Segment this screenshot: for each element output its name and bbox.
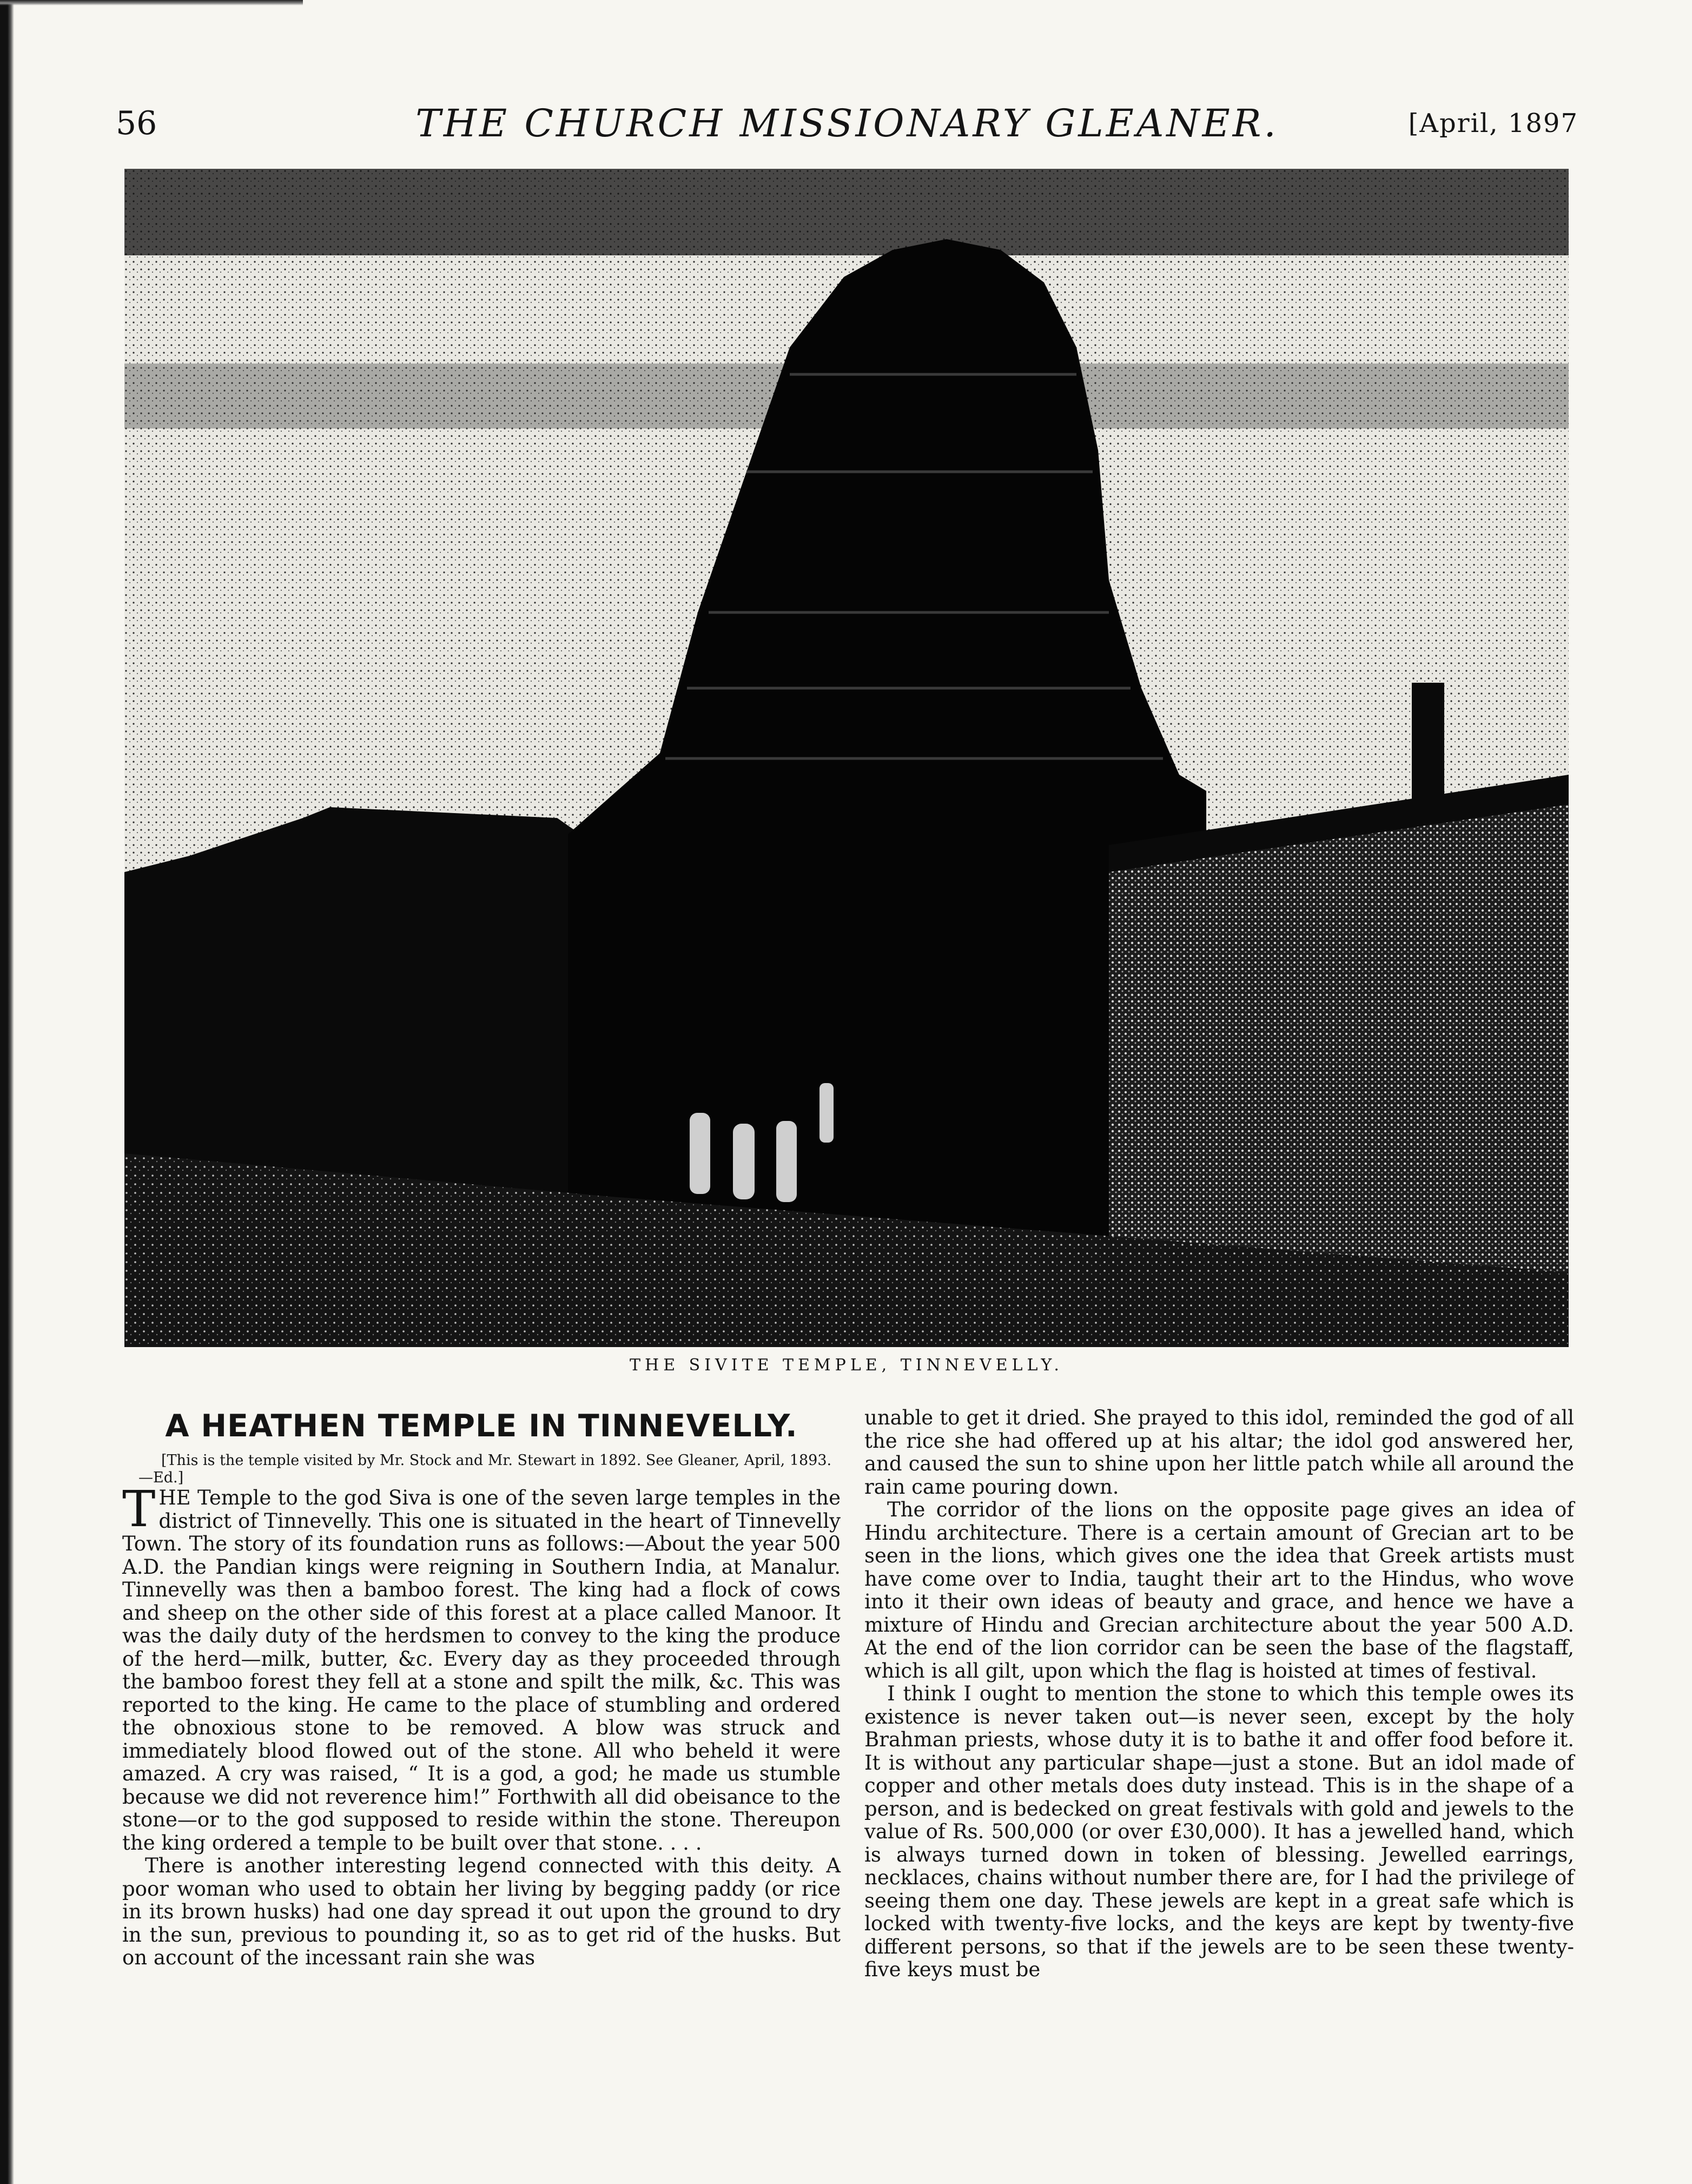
paragraph-1 [122,1480,841,1855]
issue-date: [April, 1897 [1408,108,1578,138]
temple-photograph [124,169,1569,1347]
journal-title: THE CHURCH MISSIONARY GLEANER. [415,101,1279,146]
article-column-right [864,1407,1574,1982]
scan-binding-edge [0,0,14,2184]
drop-cap: T [122,1480,156,1538]
scan-top-edge [0,0,303,5]
paragraph-1-text: HE Temple to the god Siva is one of the seven large temples in the district of Tinnevelly. This one is situated in the heart of Tinnevelly Town. The story of its foundation runs as follows:—About the year 500 A.D. the Pandian kings were reigning in Southern India, at Manalur. Tinnevelly was then a bamboo forest. The king had a flock of cows and sheep on the other side of this forest at a place called Manoor. It was the daily duty of the herdsmen to convey to the king the produce of the herd—milk, butter, &c. Every day as they proceeded through the bamboo forest they fell at a stone and spilt the milk, &c. This was reported to the king. He came to the place of stumbling and ordered the obnoxious stone to be removed. A blow was struck and immediately blood flowed out of the stone. All who beheld it were amazed. A cry was raised, “ It is a god, a god; he made us stumble because we did not reverence him!” Forthwith all did obeisance to the stone—or to the god supposed to reside within the stone. Thereupon the king ordered a temple to be built over that stone. . . . [122,1486,841,1855]
temple-photo-image [124,169,1569,1347]
paragraph-2-continued: unable to get it dried. She prayed to this idol, reminded the god of all the rice she had offered up at his altar; the idol god answered her, and caused the sun to shine upon her little patch while all around the rain came pouring down. [864,1406,1574,1499]
paragraph-4: I think I ought to mention the stone to which this temple owes its existence is never taken out—is never seen, except by the holy Brahman priests, whose duty it is to bathe it and offer food before it. It is without any particular shape—just a stone. But an idol made of copper and other metals does duty instead. This is in the shape of a person, and is bedecked on great festivals with gold and jewels to the value of Rs. 500,000 (or over £30,000). It has a jewelled hand, which is always turned down in token of blessing. Jewelled earrings, necklaces, chains without number there are, for I had the privilege of seeing them one day. These jewels are kept in a great safe which is locked with twenty-five locks, and the keys are kept by twenty-five different persons, so that if the jewels are to be seen these twenty-five keys must be [864,1682,1574,1981]
editor-note: [This is the temple visited by Mr. Stock and Mr. Stewart in 1892. See Gleaner, April, 1893.—Ed.] [138,1452,832,1486]
article-title: A HEATHEN TEMPLE IN TINNEVELLY. [165,1408,798,1444]
page-number: 56 [116,104,157,142]
paragraph-2: There is another interesting legend connected with this deity. A poor woman who used to obtain her living by begging paddy (or rice in its brown husks) had one day spread it out upon the ground to dry in the sun, previous to pounding it, so as to get rid of the husks. But on account of the incessant rain she was [122,1854,841,1969]
running-head [116,96,1578,150]
article-column-left [122,1407,841,1970]
paragraph-3: The corridor of the lions on the opposite page gives an idea of Hindu architecture. There is a certain amount of Grecian art to be seen in the lions, which gives one the idea that Greek artists must have come over to India, taught their art to the Hindus, who wove into it their own ideas of beauty and grace, and hence we have a mixture of Hindu and Grecian architecture about the year 500 A.D. At the end of the lion corridor can be seen the base of the flagstaff, which is all gilt, upon which the flag is hoisted at times of festival. [864,1498,1574,1682]
photo-caption: THE SIVITE TEMPLE, TINNEVELLY. [630,1356,1063,1375]
